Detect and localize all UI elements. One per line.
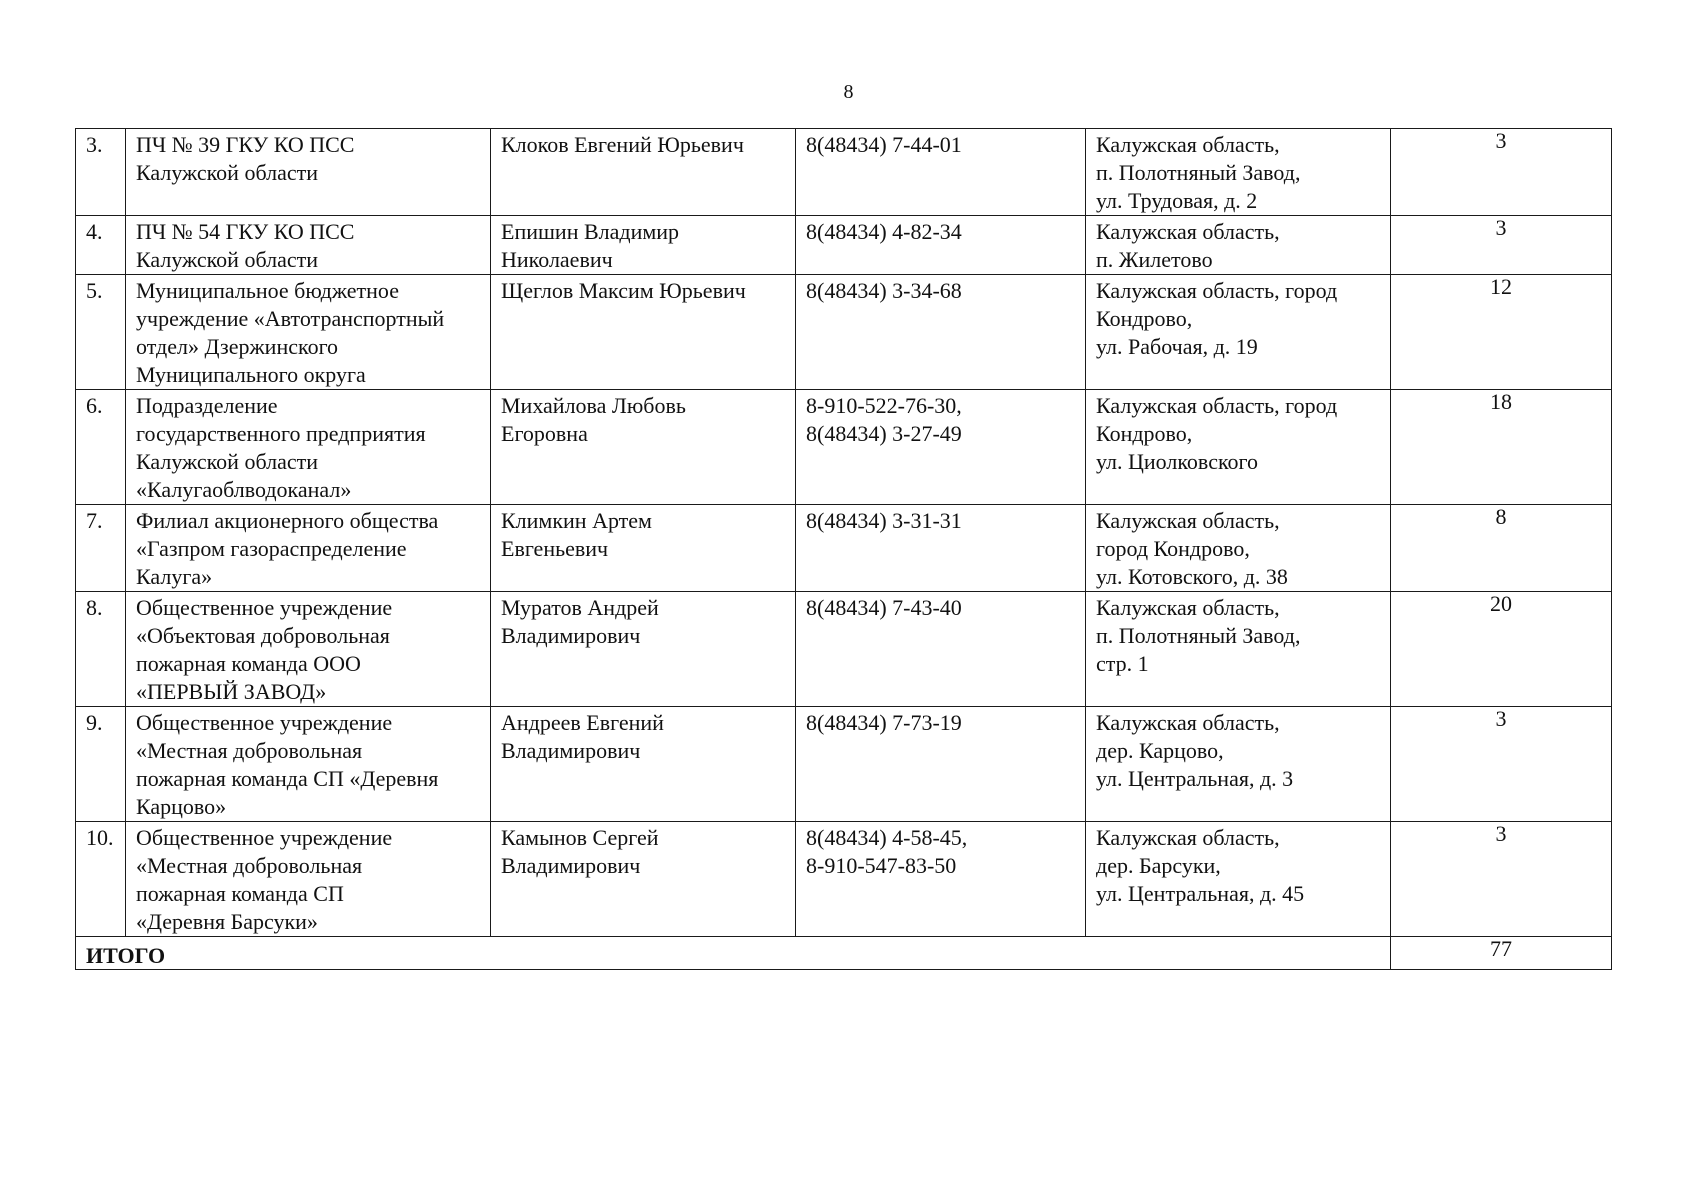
organization-line: Муниципальное бюджетное: [136, 278, 399, 303]
organization-line: отдел» Дзержинского: [136, 334, 339, 359]
phones-cell: [796, 592, 1086, 707]
phones-line: 8-910-522-76-30,: [806, 393, 962, 418]
organization-line: Калуга»: [136, 564, 213, 589]
organization-line: Калужской области: [136, 160, 318, 185]
count-cell: 20: [1391, 592, 1612, 707]
address-line: ул. Центральная, д. 3: [1096, 766, 1294, 791]
head-line: Епишин Владимир: [501, 219, 680, 244]
phones-line: 8(48434) 3-27-49: [806, 421, 962, 446]
head-line: Андреев Евгений: [501, 710, 664, 735]
organization-line: Филиал акционерного общества: [136, 508, 439, 533]
forces-table: [75, 128, 1612, 970]
head-cell: [491, 275, 796, 390]
row-number: 8.: [76, 592, 126, 707]
organization-line: пожарная команда СП «Деревня: [136, 766, 439, 791]
phones-line: 8(48434) 3-34-68: [806, 278, 962, 303]
row-number: 3.: [76, 129, 126, 216]
organization-line: учреждение «Автотранспортный: [136, 306, 445, 331]
phones-cell: [796, 707, 1086, 822]
total-label: ИТОГО: [76, 937, 1391, 970]
table-row: [76, 129, 1612, 216]
organization-cell: [126, 390, 491, 505]
address-line: дер. Карцово,: [1096, 738, 1224, 763]
organization-line: «Объектовая добровольная: [136, 623, 390, 648]
organization-line: Карцово»: [136, 794, 227, 819]
phones-cell: [796, 275, 1086, 390]
organization-cell: [126, 275, 491, 390]
head-line: Егоровна: [501, 421, 588, 446]
count-cell: 3: [1391, 129, 1612, 216]
address-line: п. Полотняный Завод,: [1096, 623, 1301, 648]
head-cell: [491, 129, 796, 216]
address-line: ул. Циолковского: [1096, 449, 1259, 474]
head-cell: [491, 707, 796, 822]
organization-line: Общественное учреждение: [136, 825, 393, 850]
row-number: 4.: [76, 216, 126, 275]
address-cell: [1086, 216, 1391, 275]
table-row: [76, 216, 1612, 275]
row-number: 5.: [76, 275, 126, 390]
phones-line: 8(48434) 7-44-01: [806, 132, 962, 157]
organization-line: ПЧ № 54 ГКУ КО ПСС: [136, 219, 355, 244]
address-line: Калужская область,: [1096, 595, 1280, 620]
page-number: 8: [843, 81, 854, 103]
address-line: город Кондрово,: [1096, 536, 1250, 561]
head-line: Клоков Евгений Юрьевич: [501, 132, 744, 157]
organization-line: «ПЕРВЫЙ ЗАВОД»: [136, 679, 327, 704]
organization-line: Общественное учреждение: [136, 710, 393, 735]
head-line: Владимирович: [501, 623, 641, 648]
organization-cell: [126, 216, 491, 275]
address-line: Калужская область, город: [1096, 278, 1338, 303]
phones-cell: [796, 390, 1086, 505]
address-line: п. Жилетово: [1096, 247, 1213, 272]
organization-cell: [126, 707, 491, 822]
address-line: Кондрово,: [1096, 421, 1193, 446]
address-cell: [1086, 505, 1391, 592]
organization-line: Общественное учреждение: [136, 595, 393, 620]
address-line: дер. Барсуки,: [1096, 853, 1221, 878]
phones-line: 8(48434) 4-58-45,: [806, 825, 968, 850]
phones-line: 8(48434) 4-82-34: [806, 219, 962, 244]
phones-line: 8-910-547-83-50: [806, 853, 957, 878]
table-row: [76, 822, 1612, 937]
address-line: Калужская область,: [1096, 508, 1280, 533]
phones-line: 8(48434) 7-43-40: [806, 595, 962, 620]
table-body: [76, 129, 1612, 970]
table-row: [76, 390, 1612, 505]
head-line: Евгеньевич: [501, 536, 609, 561]
organization-line: Калужской области: [136, 449, 318, 474]
total-value: 77: [1391, 937, 1612, 970]
row-number: 9.: [76, 707, 126, 822]
total-row: [76, 937, 1612, 970]
table-row: [76, 505, 1612, 592]
head-line: Николаевич: [501, 247, 613, 272]
organization-line: «Деревня Барсуки»: [136, 909, 318, 934]
head-line: Владимирович: [501, 853, 641, 878]
organization-line: Подразделение: [136, 393, 278, 418]
count-cell: 8: [1391, 505, 1612, 592]
count-cell: 3: [1391, 822, 1612, 937]
organization-line: «Калугаоблводоканал»: [136, 477, 352, 502]
organization-line: «Местная добровольная: [136, 853, 363, 878]
organization-cell: [126, 822, 491, 937]
head-cell: [491, 505, 796, 592]
phones-line: 8(48434) 7-73-19: [806, 710, 962, 735]
phones-line: 8(48434) 3-31-31: [806, 508, 962, 533]
head-cell: [491, 390, 796, 505]
head-line: Михайлова Любовь: [501, 393, 686, 418]
address-line: Калужская область,: [1096, 710, 1280, 735]
address-line: п. Полотняный Завод,: [1096, 160, 1301, 185]
head-line: Щеглов Максим Юрьевич: [501, 278, 746, 303]
head-line: Климкин Артем: [501, 508, 652, 533]
address-line: Калужская область, город: [1096, 393, 1338, 418]
table-row: [76, 592, 1612, 707]
head-cell: [491, 822, 796, 937]
count-cell: 3: [1391, 707, 1612, 822]
head-cell: [491, 592, 796, 707]
organization-cell: [126, 592, 491, 707]
organization-line: пожарная команда СП: [136, 881, 344, 906]
organization-line: «Местная добровольная: [136, 738, 363, 763]
address-line: ул. Центральная, д. 45: [1096, 881, 1305, 906]
organization-cell: [126, 505, 491, 592]
organization-line: пожарная команда ООО: [136, 651, 361, 676]
phones-cell: [796, 216, 1086, 275]
address-line: Калужская область,: [1096, 132, 1280, 157]
address-cell: [1086, 275, 1391, 390]
organization-line: «Газпром газораспределение: [136, 536, 407, 561]
count-cell: 18: [1391, 390, 1612, 505]
address-line: ул. Трудовая, д. 2: [1096, 188, 1258, 213]
head-line: Муратов Андрей: [501, 595, 659, 620]
address-line: Калужская область,: [1096, 219, 1280, 244]
row-number: 7.: [76, 505, 126, 592]
organization-line: государственного предприятия: [136, 421, 426, 446]
head-line: Камынов Сергей: [501, 825, 659, 850]
address-line: ул. Рабочая, д. 19: [1096, 334, 1258, 359]
count-cell: 3: [1391, 216, 1612, 275]
head-line: Владимирович: [501, 738, 641, 763]
address-cell: [1086, 707, 1391, 822]
head-cell: [491, 216, 796, 275]
organization-line: Муниципального округа: [136, 362, 366, 387]
address-cell: [1086, 390, 1391, 505]
address-line: Кондрово,: [1096, 306, 1193, 331]
table-row: [76, 707, 1612, 822]
table-row: [76, 275, 1612, 390]
address-line: Калужская область,: [1096, 825, 1280, 850]
address-cell: [1086, 129, 1391, 216]
row-number: 10.: [76, 822, 126, 937]
row-number: 6.: [76, 390, 126, 505]
address-line: ул. Котовского, д. 38: [1096, 564, 1288, 589]
organization-cell: [126, 129, 491, 216]
phones-cell: [796, 129, 1086, 216]
address-cell: [1086, 592, 1391, 707]
address-line: стр. 1: [1096, 651, 1149, 676]
organization-line: ПЧ № 39 ГКУ КО ПСС: [136, 132, 355, 157]
address-cell: [1086, 822, 1391, 937]
phones-cell: [796, 822, 1086, 937]
phones-cell: [796, 505, 1086, 592]
count-cell: 12: [1391, 275, 1612, 390]
organization-line: Калужской области: [136, 247, 318, 272]
